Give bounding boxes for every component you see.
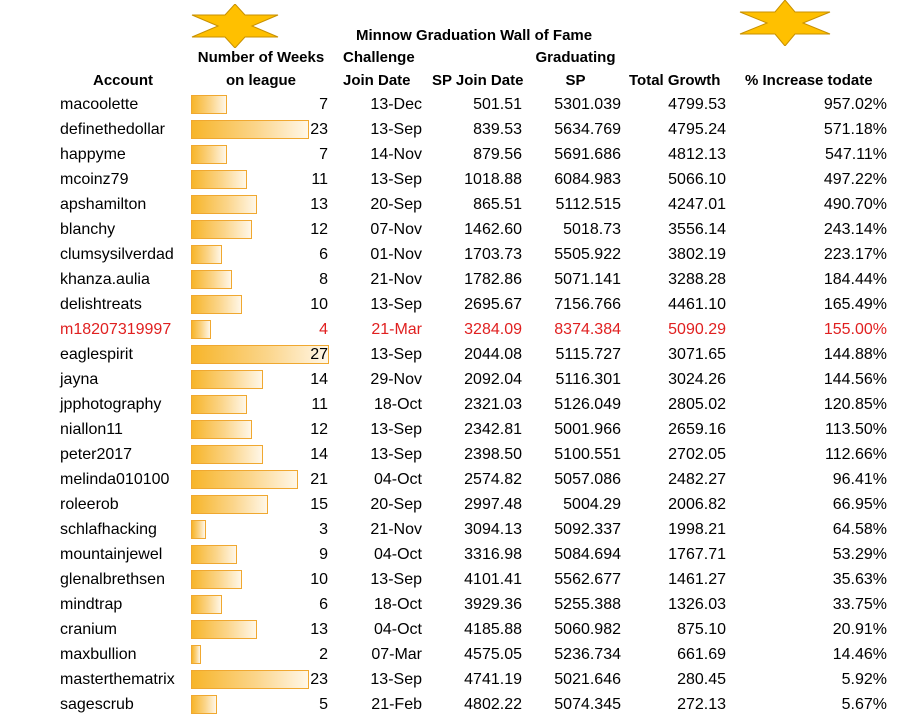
account-name: glenalbrethsen (60, 571, 165, 588)
challenge-join-date: 13-Sep (370, 446, 422, 463)
graduating-sp-value: 8374.384 (554, 321, 621, 338)
graduating-sp-value: 5071.141 (554, 271, 621, 288)
weeks-data-bar (191, 445, 263, 464)
graduating-sp-value: 5634.769 (554, 121, 621, 138)
account-name: schlafhacking (60, 521, 157, 538)
weeks-value: 14 (310, 446, 328, 463)
account-name: happyme (60, 146, 126, 163)
challenge-join-date: 07-Nov (370, 221, 422, 238)
total-growth-value: 3802.19 (668, 246, 726, 263)
graduating-sp-value: 5115.727 (555, 346, 621, 363)
sp-join-value: 879.56 (473, 146, 522, 163)
weeks-value: 27 (310, 346, 328, 363)
graduating-sp-value: 5084.694 (554, 546, 621, 563)
table-row (0, 417, 907, 442)
weeks-data-bar (191, 645, 201, 664)
sp-join-value: 2574.82 (464, 471, 522, 488)
challenge-join-date: 29-Nov (370, 371, 422, 388)
weeks-value: 2 (319, 646, 328, 663)
weeks-value: 11 (311, 171, 328, 188)
account-name: maxbullion (60, 646, 137, 663)
graduating-sp-value: 5021.646 (554, 671, 621, 688)
table-row (0, 217, 907, 242)
header-sp-join: SP Join Date (432, 72, 524, 89)
weeks-value: 23 (310, 121, 328, 138)
graduating-sp-value: 6084.983 (554, 171, 621, 188)
account-name: masterthematrix (60, 671, 175, 688)
weeks-value: 12 (310, 221, 328, 238)
header-grad-line1: Graduating (535, 49, 616, 66)
sp-join-value: 2695.67 (464, 296, 522, 313)
table-row (0, 667, 907, 692)
graduating-sp-value: 5004.29 (563, 496, 621, 513)
weeks-data-bar (191, 245, 222, 264)
sp-join-value: 2342.81 (464, 421, 522, 438)
sp-join-value: 1782.86 (464, 271, 522, 288)
weeks-data-bar (191, 520, 206, 539)
weeks-value: 6 (319, 596, 328, 613)
total-growth-value: 4799.53 (668, 96, 726, 113)
account-name: roleerob (60, 496, 119, 513)
challenge-join-date: 13-Sep (370, 296, 422, 313)
challenge-join-date: 20-Sep (370, 496, 422, 513)
pct-increase-value: 14.46% (832, 646, 887, 663)
total-growth-value: 4247.01 (668, 196, 726, 213)
challenge-join-date: 04-Oct (373, 471, 422, 488)
sp-join-value: 865.51 (473, 196, 522, 213)
account-name: m18207319997 (60, 321, 172, 338)
pct-increase-value: 957.02% (823, 96, 887, 113)
pct-increase-value: 223.17% (823, 246, 887, 263)
challenge-join-date: 21-Nov (370, 521, 422, 538)
pct-increase-value: 490.70% (823, 196, 887, 213)
weeks-data-bar (191, 570, 242, 589)
graduating-sp-value: 5301.039 (554, 96, 621, 113)
table-row (0, 367, 907, 392)
graduating-sp-value: 5112.515 (555, 196, 621, 213)
weeks-data-bar (191, 170, 247, 189)
account-name: jayna (60, 371, 99, 388)
graduating-sp-value: 5255.388 (554, 596, 621, 613)
challenge-join-date: 04-Oct (373, 621, 422, 638)
header-join-line1: Challenge (343, 49, 415, 66)
account-name: jpphotography (60, 396, 162, 413)
weeks-value: 3 (319, 521, 328, 538)
weeks-value: 7 (319, 146, 328, 163)
pct-increase-value: 243.14% (823, 221, 887, 238)
pct-increase-value: 35.63% (832, 571, 887, 588)
challenge-join-date: 18-Oct (373, 596, 422, 613)
header-weeks-line1: Number of Weeks (197, 49, 325, 66)
sp-join-value: 2997.48 (464, 496, 522, 513)
total-growth-value: 272.13 (677, 696, 726, 713)
graduating-sp-value: 5116.301 (555, 371, 621, 388)
sp-join-value: 2398.50 (464, 446, 522, 463)
weeks-value: 10 (310, 296, 328, 313)
header-account: Account (93, 72, 153, 89)
sp-join-value: 501.51 (473, 96, 522, 113)
pct-increase-value: 144.88% (823, 346, 887, 363)
table-row (0, 567, 907, 592)
weeks-value: 13 (310, 621, 328, 638)
graduating-sp-value: 5074.345 (554, 696, 621, 713)
weeks-data-bar (191, 270, 232, 289)
table-row (0, 242, 907, 267)
sp-join-value: 839.53 (473, 121, 522, 138)
account-name: cranium (60, 621, 117, 638)
account-name: melinda010100 (60, 471, 170, 488)
challenge-join-date: 13-Sep (370, 421, 422, 438)
weeks-value: 14 (310, 371, 328, 388)
sp-join-value: 2044.08 (464, 346, 522, 363)
account-name: mountainjewel (60, 546, 163, 563)
weeks-data-bar (191, 295, 242, 314)
weeks-value: 8 (319, 271, 328, 288)
graduating-sp-value: 5505.922 (554, 246, 621, 263)
total-growth-value: 2482.27 (668, 471, 726, 488)
weeks-data-bar (191, 220, 252, 239)
total-growth-value: 1767.71 (668, 546, 726, 563)
weeks-data-bar (191, 95, 227, 114)
account-name: khanza.aulia (60, 271, 150, 288)
table-row (0, 317, 907, 342)
pct-increase-value: 120.85% (823, 396, 887, 413)
pct-increase-value: 5.67% (841, 696, 887, 713)
weeks-data-bar (191, 370, 263, 389)
total-growth-value: 1998.21 (668, 521, 726, 538)
total-growth-value: 1326.03 (668, 596, 726, 613)
header-weeks-line2: on league (225, 72, 296, 89)
graduating-sp-value: 5001.966 (554, 421, 621, 438)
total-growth-value: 5090.29 (668, 321, 726, 338)
total-growth-value: 2659.16 (668, 421, 726, 438)
challenge-join-date: 21-Mar (371, 321, 422, 338)
table-row (0, 467, 907, 492)
table-row (0, 142, 907, 167)
weeks-value: 5 (319, 696, 328, 713)
sp-join-value: 2092.04 (464, 371, 522, 388)
account-name: clumsysilverdad (60, 246, 174, 263)
account-name: peter2017 (60, 446, 133, 463)
pct-increase-value: 53.29% (832, 546, 887, 563)
total-growth-value: 2702.05 (668, 446, 726, 463)
pct-increase-value: 144.56% (823, 371, 887, 388)
weeks-value: 15 (310, 496, 328, 513)
challenge-join-date: 14-Nov (370, 146, 422, 163)
challenge-join-date: 21-Feb (371, 696, 422, 713)
sp-join-value: 3094.13 (464, 521, 522, 538)
total-growth-value: 3556.14 (668, 221, 726, 238)
graduating-sp-value: 5100.551 (554, 446, 621, 463)
weeks-value: 4 (319, 321, 328, 338)
pct-increase-value: 165.49% (823, 296, 887, 313)
sp-join-value: 3284.09 (464, 321, 522, 338)
total-growth-value: 5066.10 (668, 171, 726, 188)
challenge-join-date: 04-Oct (373, 546, 422, 563)
weeks-data-bar (191, 620, 257, 639)
star-left-icon (190, 4, 280, 48)
challenge-join-date: 07-Mar (371, 646, 422, 663)
total-growth-value: 3071.65 (668, 346, 726, 363)
total-growth-value: 3024.26 (668, 371, 726, 388)
graduating-sp-value: 5691.686 (554, 146, 621, 163)
weeks-value: 11 (311, 396, 328, 413)
challenge-join-date: 13-Sep (370, 671, 422, 688)
total-growth-value: 875.10 (677, 621, 726, 638)
pct-increase-value: 5.92% (841, 671, 887, 688)
challenge-join-date: 13-Sep (370, 171, 422, 188)
sp-join-value: 1703.73 (464, 246, 522, 263)
total-growth-value: 2805.02 (668, 396, 726, 413)
total-growth-value: 661.69 (677, 646, 726, 663)
pct-increase-value: 155.00% (823, 321, 887, 338)
challenge-join-date: 13-Sep (370, 346, 422, 363)
challenge-join-date: 13-Dec (370, 96, 422, 113)
pct-increase-value: 184.44% (823, 271, 887, 288)
table-row (0, 167, 907, 192)
table-row (0, 592, 907, 617)
account-name: blanchy (60, 221, 116, 238)
header-grad-line2: SP (565, 72, 586, 89)
table-row (0, 492, 907, 517)
weeks-value: 9 (319, 546, 328, 563)
weeks-data-bar (191, 320, 211, 339)
account-name: mindtrap (60, 596, 123, 613)
weeks-data-bar (191, 695, 217, 714)
table-row (0, 542, 907, 567)
challenge-join-date: 20-Sep (370, 196, 422, 213)
sp-join-value: 2321.03 (464, 396, 522, 413)
weeks-data-bar (191, 195, 257, 214)
graduating-sp-value: 5057.086 (554, 471, 621, 488)
challenge-join-date: 13-Sep (370, 121, 422, 138)
header-join-line2: Join Date (343, 72, 411, 89)
account-name: delishtreats (60, 296, 142, 313)
total-growth-value: 280.45 (677, 671, 726, 688)
account-name: niallon11 (60, 421, 123, 438)
pct-increase-value: 112.66% (825, 446, 887, 463)
table-row (0, 392, 907, 417)
weeks-data-bar (191, 495, 268, 514)
header-total-growth: Total Growth (629, 72, 721, 89)
total-growth-value: 4795.24 (668, 121, 726, 138)
sp-join-value: 4575.05 (464, 646, 522, 663)
pct-increase-value: 547.11% (825, 146, 887, 163)
weeks-value: 21 (310, 471, 328, 488)
table-row (0, 442, 907, 467)
weeks-value: 13 (310, 196, 328, 213)
sp-join-value: 4802.22 (464, 696, 522, 713)
total-growth-value: 4461.10 (668, 296, 726, 313)
weeks-value: 6 (319, 246, 328, 263)
weeks-value: 23 (310, 671, 328, 688)
pct-increase-value: 33.75% (832, 596, 887, 613)
pct-increase-value: 96.41% (832, 471, 887, 488)
graduating-sp-value: 5018.73 (563, 221, 621, 238)
table-row (0, 342, 907, 367)
total-growth-value: 2006.82 (668, 496, 726, 513)
table-row (0, 642, 907, 667)
table-row (0, 92, 907, 117)
total-growth-value: 4812.13 (668, 146, 726, 163)
sp-join-value: 1462.60 (464, 221, 522, 238)
header-pct-increase: % Increase todate (745, 72, 873, 89)
weeks-data-bar (191, 595, 222, 614)
weeks-data-bar (191, 545, 237, 564)
weeks-value: 12 (310, 421, 328, 438)
total-growth-value: 1461.27 (668, 571, 726, 588)
graduating-sp-value: 5092.337 (554, 521, 621, 538)
pct-increase-value: 497.22% (823, 171, 887, 188)
sp-join-value: 4101.41 (464, 571, 522, 588)
pct-increase-value: 64.58% (832, 521, 887, 538)
graduating-sp-value: 5562.677 (554, 571, 621, 588)
sp-join-value: 3929.36 (464, 596, 522, 613)
graduating-sp-value: 5126.049 (554, 396, 621, 413)
account-name: sagescrub (60, 696, 134, 713)
table-row (0, 192, 907, 217)
pct-increase-value: 113.50% (825, 421, 887, 438)
weeks-value: 10 (310, 571, 328, 588)
challenge-join-date: 18-Oct (373, 396, 422, 413)
weeks-value: 7 (319, 96, 328, 113)
sp-join-value: 4741.19 (464, 671, 522, 688)
table-row (0, 292, 907, 317)
pct-increase-value: 20.91% (832, 621, 887, 638)
weeks-data-bar (191, 420, 252, 439)
sp-join-value: 4185.88 (464, 621, 522, 638)
graduating-sp-value: 5236.734 (554, 646, 621, 663)
table-row (0, 617, 907, 642)
account-name: definethedollar (60, 121, 165, 138)
weeks-data-bar (191, 395, 247, 414)
account-name: eaglespirit (60, 346, 133, 363)
challenge-join-date: 13-Sep (370, 571, 422, 588)
pct-increase-value: 571.18% (823, 121, 887, 138)
table-row (0, 267, 907, 292)
table-row (0, 517, 907, 542)
account-name: mcoinz79 (60, 171, 129, 188)
star-right-icon (738, 0, 832, 46)
table-row (0, 117, 907, 142)
graduating-sp-value: 5060.982 (554, 621, 621, 638)
sp-join-value: 1018.88 (464, 171, 522, 188)
page-title: Minnow Graduation Wall of Fame (356, 27, 593, 44)
account-name: macoolette (60, 96, 139, 113)
total-growth-value: 3288.28 (668, 271, 726, 288)
challenge-join-date: 01-Nov (370, 246, 422, 263)
table-row (0, 692, 907, 717)
graduating-sp-value: 7156.766 (554, 296, 621, 313)
account-name: apshamilton (60, 196, 147, 213)
pct-increase-value: 66.95% (832, 496, 887, 513)
challenge-join-date: 21-Nov (370, 271, 422, 288)
sp-join-value: 3316.98 (464, 546, 522, 563)
weeks-data-bar (191, 145, 227, 164)
